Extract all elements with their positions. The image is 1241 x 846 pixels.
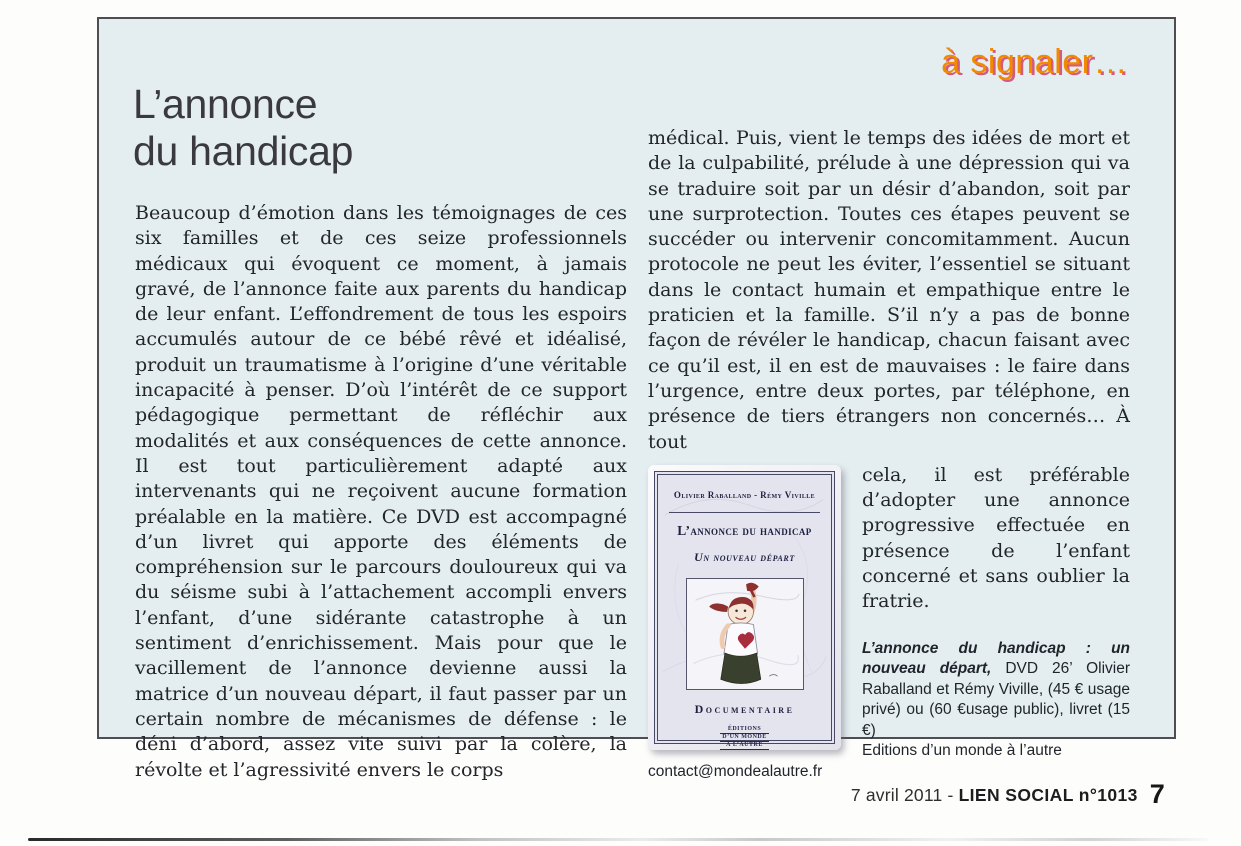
dvd-caption-details: DVD 26’ Olivier Raballand et Rémy Viville, (45 € usage privé) ou (60 €usage public), livret (15 €) (862, 660, 1130, 739)
section-label: à signaler… (941, 43, 1128, 81)
footer-page-number: 7 (1149, 779, 1165, 809)
dvd-cover-illustration (686, 578, 804, 690)
article-column-left (135, 201, 627, 783)
footer-date: 7 avril 2011 - (850, 785, 959, 805)
dvd-cover-authors: Olivier Raballand - Rémy Viville (673, 489, 816, 500)
article-title-line1: L’annonce (133, 81, 318, 127)
dvd-cover-title: L’annonce du handicap (677, 523, 812, 539)
dvd-cover-rule (669, 512, 820, 513)
article-title (133, 81, 353, 175)
article-box (97, 17, 1176, 781)
article-title-line2: du handicap (133, 128, 354, 174)
dvd-cover-publisher-line2: D’UN MONDE (722, 734, 767, 741)
article-paragraph-right-wrap: cela, il est préférable d’adopter une annonce progressive effectuée en présence de l’enfant concerné et sans oublier la fratrie. (862, 463, 1130, 613)
dvd-cover-photo (648, 465, 841, 750)
dvd-caption-publisher: Editions d’un monde à l’autre (862, 742, 1062, 760)
article-column-right (648, 126, 1130, 782)
dvd-cover-genre: Documentaire (694, 701, 795, 716)
dvd-caption-title: L’annonce du handicap : un nouveau départ, (862, 639, 1130, 678)
footer-magazine: LIEN SOCIAL n°1013 (958, 785, 1138, 805)
article-paragraph-right-top: médical. Puis, vient le temps des idées de mort et de la culpabilité, prélude à une dépression qui va se traduire soit par un désir d’abandon, soit par une surprotection. Toutes ces étapes peuvent se succéder ou intervenir concomitamment. Aucun protocole ne peut les éviter, l’essentiel se situant dans le contact humain et empathique entre le praticien et la famille. S’il n’y a pas de bonne façon de révéler le handicap, chacun faisant avec ce qu’il est, il en est de mauvaises : le faire dans l’urgence, entre deux portes, par téléphone, en présence de tiers étrangers non concernés… À tout (648, 127, 1130, 453)
dvd-wrap-block (648, 463, 1130, 782)
page-footer (851, 779, 1165, 810)
dvd-cover-subtitle: Un nouveau départ (694, 550, 795, 565)
dvd-cover-publisher-logo (720, 726, 769, 750)
dvd-cover-publisher-line3: À L’AUTRE (720, 742, 769, 750)
dvd-cover (654, 471, 835, 749)
scan-artifact-line (28, 838, 1208, 841)
article-paragraph-left: Beaucoup d’émotion dans les témoignages de ces six familles et de ces seize professionnels médicaux qui évoquent ce moment, à jamais gravé, de l’annonce faite aux parents du handicap de leur enfant. L’effondrement de tous les espoirs accumulés autour de ce bébé rêvé et idéalisé, produit un traumatisme à l’origine d’une véritable incapacité à penser. D’où l’intérêt de ce support pédagogique permettant de réfléchir aux modalités et aux conséquences de cette annonce. Il est tout particulièrement adapté aux intervenants qui ne reçoivent aucune formation préalable en la matière. Ce DVD est accompagné d’un livret qui apporte des éléments de compréhension sur le parcours douloureux qui va du séisme subi à l’attachement accompli envers l’enfant, d’une sidérante catastrophe à un sentiment d’enrichissement. Mais pour que le vacillement de l’annonce devienne aussi la matrice d’un nouveau départ, il faut passer par un certain nombre de mécanismes de défense : le déni d’abord, assez vite suivi par la colère, la révolte et l’agressivité envers le corps (135, 202, 627, 781)
dvd-cover-publisher-line1: ÉDITIONS (720, 726, 769, 734)
dvd-caption-contact: contact@mondealautre.fr (648, 762, 823, 780)
